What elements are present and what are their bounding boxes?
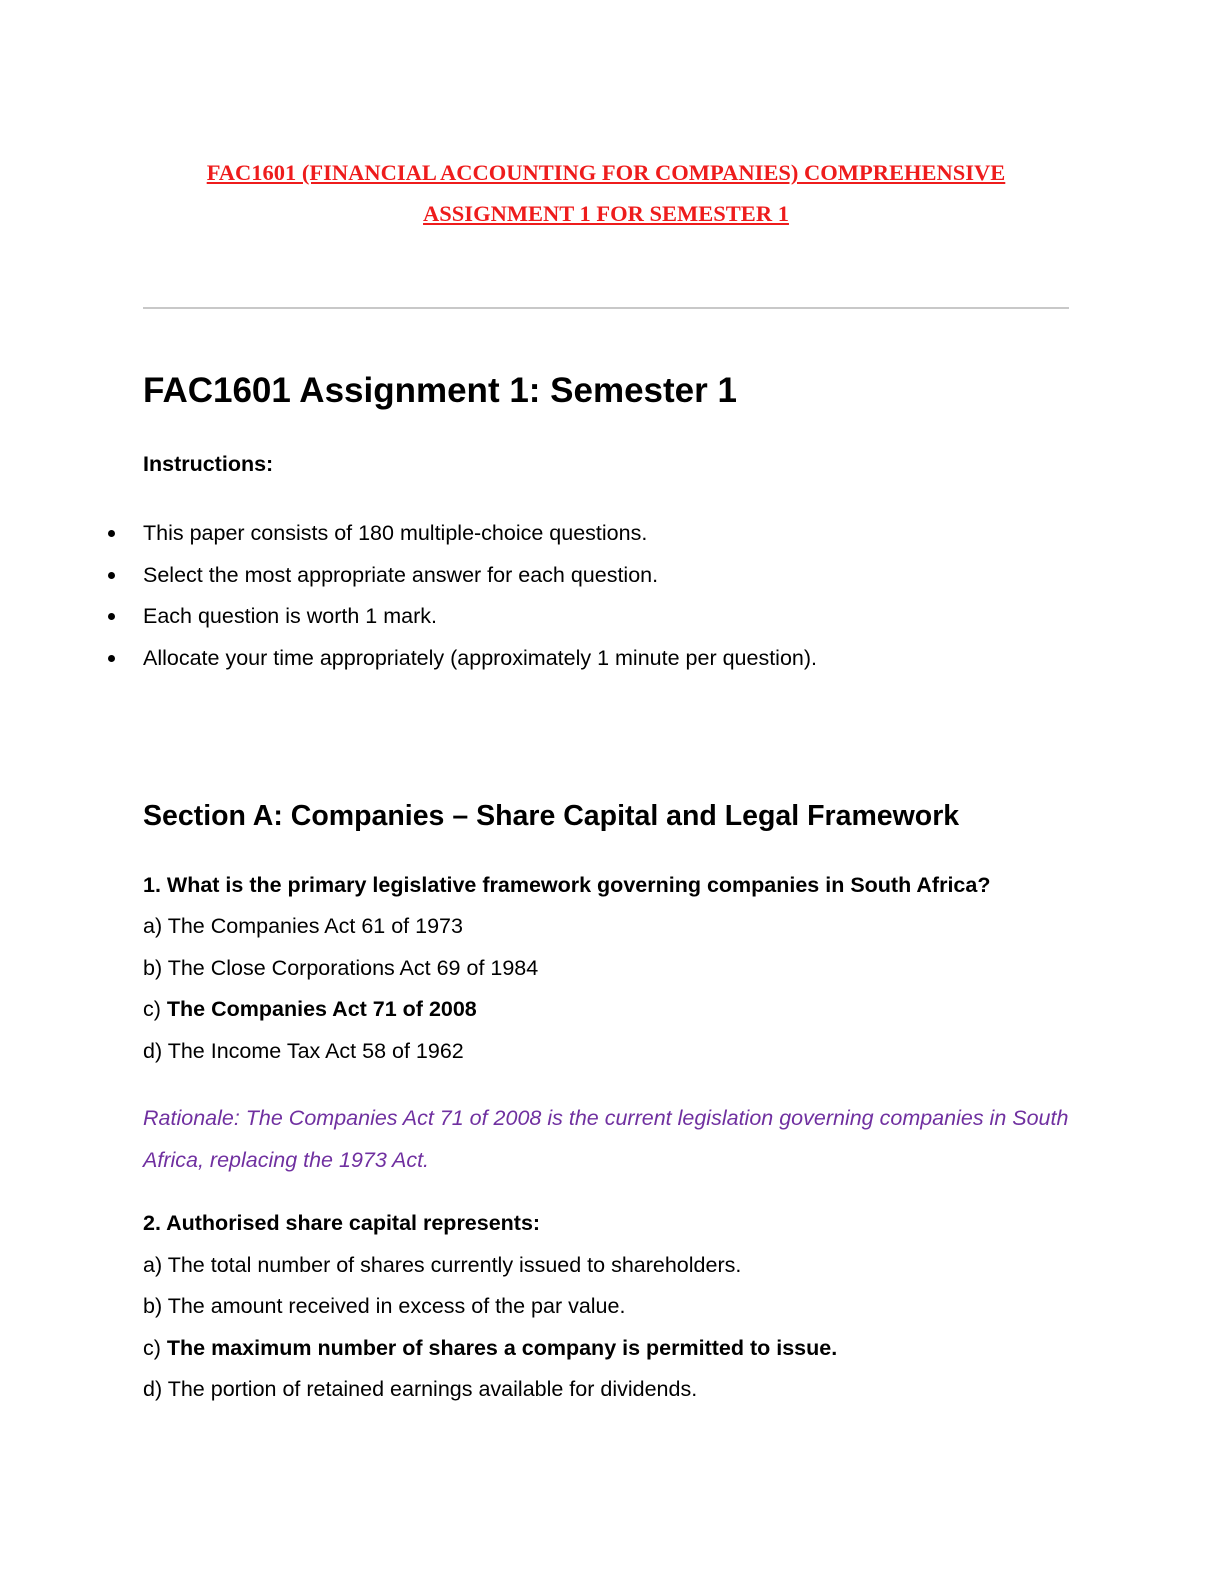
question-1-option-a bbox=[143, 910, 463, 942]
bullet-icon bbox=[108, 613, 115, 620]
option-letter: b) bbox=[143, 956, 163, 980]
option-text-correct: The maximum number of shares a company is permitted to issue. bbox=[166, 1336, 838, 1360]
question-1-rationale: Rationale: The Companies Act 71 of 2008 is the current legislation governing companies in South Africa, replacing the 1973 Act. bbox=[143, 1106, 1069, 1172]
option-letter: d) bbox=[143, 1039, 163, 1063]
bullet-icon bbox=[108, 655, 115, 662]
document-title bbox=[143, 152, 1069, 234]
option-text: The Companies Act 61 of 1973 bbox=[167, 914, 463, 938]
option-letter: c) bbox=[143, 997, 161, 1021]
instructions-label: Instructions: bbox=[143, 452, 274, 476]
instructions-list bbox=[0, 517, 817, 684]
question-2-option-d bbox=[143, 1373, 697, 1405]
instruction-text: Each question is worth 1 mark. bbox=[143, 604, 437, 629]
option-letter: c) bbox=[143, 1336, 161, 1360]
instruction-text: Allocate your time appropriately (approximately 1 minute per question). bbox=[143, 646, 817, 671]
instruction-text: Select the most appropriate answer for each question. bbox=[143, 562, 659, 587]
instruction-item bbox=[0, 600, 817, 642]
option-letter: a) bbox=[143, 914, 163, 938]
option-text: The amount received in excess of the par value. bbox=[167, 1294, 626, 1318]
question-1-option-c bbox=[143, 993, 477, 1025]
question-2-option-c bbox=[143, 1332, 837, 1364]
question-2-option-a bbox=[143, 1249, 741, 1281]
question-2-text: 2. Authorised share capital represents: bbox=[143, 1211, 541, 1235]
option-text: The portion of retained earnings available for dividends. bbox=[167, 1377, 698, 1401]
document-title-line-1: FAC1601 (FINANCIAL ACCOUNTING FOR COMPANIES) COMPREHENSIVE bbox=[206, 160, 1006, 185]
instruction-item bbox=[0, 517, 817, 559]
option-letter: a) bbox=[143, 1253, 163, 1277]
option-letter: d) bbox=[143, 1377, 163, 1401]
option-letter: b) bbox=[143, 1294, 163, 1318]
instruction-item bbox=[0, 559, 817, 601]
instruction-item bbox=[0, 642, 817, 684]
bullet-icon bbox=[108, 572, 115, 579]
question-2-option-b bbox=[143, 1290, 625, 1322]
bullet-icon bbox=[108, 530, 115, 537]
option-text-correct: The Companies Act 71 of 2008 bbox=[166, 997, 477, 1021]
assignment-heading: FAC1601 Assignment 1: Semester 1 bbox=[143, 371, 737, 410]
question-1-text: 1. What is the primary legislative framework governing companies in South Africa? bbox=[143, 873, 991, 897]
option-text: The Close Corporations Act 69 of 1984 bbox=[167, 956, 539, 980]
question-1-option-d bbox=[143, 1035, 464, 1067]
horizontal-divider bbox=[143, 307, 1069, 309]
section-a-heading: Section A: Companies – Share Capital and Legal Framework bbox=[143, 800, 960, 832]
question-1-option-b bbox=[143, 952, 538, 984]
option-text: The total number of shares currently issued to shareholders. bbox=[167, 1253, 742, 1277]
instruction-text: This paper consists of 180 multiple-choice questions. bbox=[143, 521, 648, 545]
option-text: The Income Tax Act 58 of 1962 bbox=[167, 1039, 464, 1063]
document-title-line-2: ASSIGNMENT 1 FOR SEMESTER 1 bbox=[423, 201, 789, 226]
